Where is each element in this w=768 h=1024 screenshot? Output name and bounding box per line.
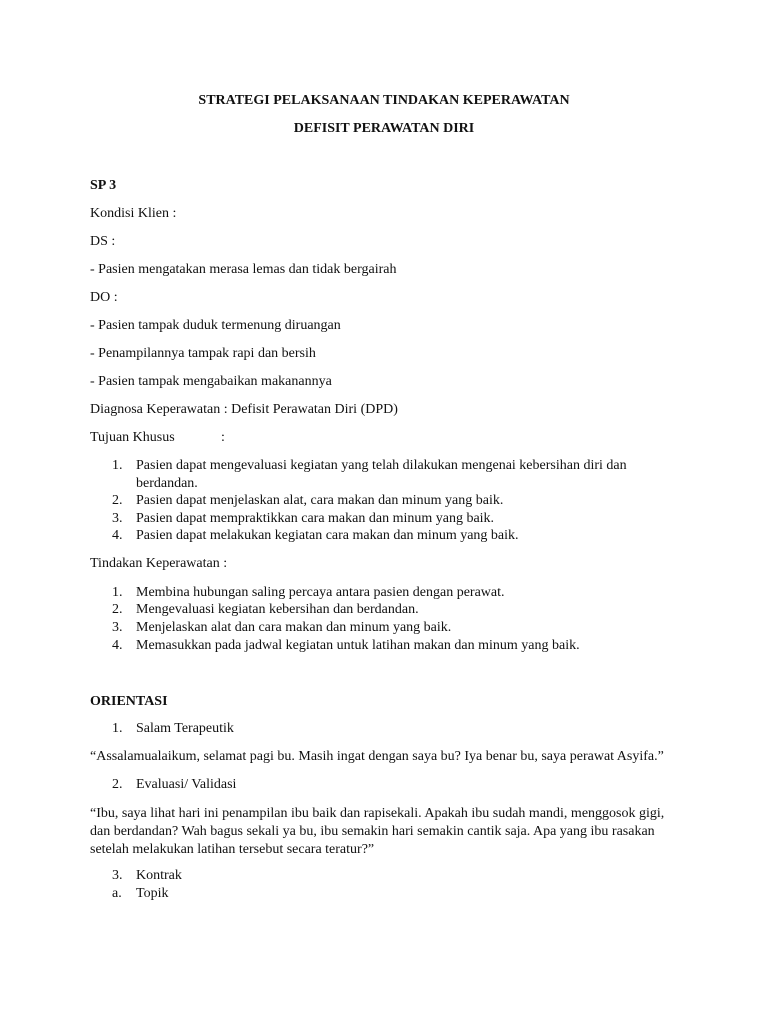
tindakan-item: Menjelaskan alat dan cara makan dan minum yang baik. <box>136 620 452 635</box>
sp-heading: SP 3 <box>90 178 117 193</box>
kondisi-label: Kondisi Klien : <box>90 206 177 221</box>
list-number: 3. <box>112 868 123 883</box>
tindakan-label: Tindakan Keperawatan : <box>90 556 228 571</box>
tindakan-item: Memasukkan pada jadwal kegiatan untuk latihan makan dan minum yang baik. <box>136 638 580 653</box>
orientasi-item: Topik <box>136 886 169 901</box>
list-number: 1. <box>112 458 123 473</box>
document-subtitle: DEFISIT PERAWATAN DIRI <box>293 121 475 136</box>
ds-label: DS : <box>90 234 116 249</box>
list-number: 3. <box>112 620 123 635</box>
tujuan-item: Pasien dapat mengevaluasi kegiatan yang telah dilakukan mengenai kebersihan diri dan berdandan. <box>136 458 627 491</box>
list-number: 2. <box>112 493 123 508</box>
tindakan-item: Mengevaluasi kegiatan kebersihan dan berdandan. <box>136 602 419 617</box>
quote-paragraph: “Ibu, saya lihat hari ini penampilan ibu baik dan rapisekali. Apakah ibu sudah mandi, menggosok gigi, dan berdandan? Wah bagus sekali ya bu, ibu semakin hari semakin cantik saja. Apa yang ibu rasakan setelah melakukan latihan tersebut secara teratur?” <box>90 806 665 857</box>
tujuan-item: Pasien dapat melakukan kegiatan cara makan dan minum yang baik. <box>136 528 519 543</box>
orientasi-item: Salam Terapeutik <box>136 721 234 736</box>
list-number: 4. <box>112 528 123 543</box>
list-number: 2. <box>112 602 123 617</box>
do-item: - Pasien tampak mengabaikan makanannya <box>90 374 332 389</box>
list-number: 1. <box>112 721 123 736</box>
orientasi-item: Evaluasi/ Validasi <box>136 777 237 792</box>
ds-item: - Pasien mengatakan merasa lemas dan tidak bergairah <box>90 262 397 277</box>
do-label: DO : <box>90 290 118 305</box>
list-number: 3. <box>112 511 123 526</box>
document-title: STRATEGI PELAKSANAAN TINDAKAN KEPERAWATAN <box>198 93 570 108</box>
list-letter: a. <box>112 886 122 901</box>
do-item: - Penampilannya tampak rapi dan bersih <box>90 346 316 361</box>
orientasi-item: Kontrak <box>136 868 182 883</box>
list-number: 2. <box>112 777 123 792</box>
diagnosa-line: Diagnosa Keperawatan : Defisit Perawatan Diri (DPD) <box>90 402 398 417</box>
tujuan-item: Pasien dapat menjelaskan alat, cara makan dan minum yang baik. <box>136 493 504 508</box>
do-item: - Pasien tampak duduk termenung diruangan <box>90 318 341 333</box>
tujuan-label: Tujuan Khusus <box>90 430 175 445</box>
tindakan-item: Membina hubungan saling percaya antara pasien dengan perawat. <box>136 585 505 600</box>
tujuan-item: Pasien dapat mempraktikkan cara makan dan minum yang baik. <box>136 511 495 526</box>
quote-paragraph: “Assalamualaikum, selamat pagi bu. Masih ingat dengan saya bu? Iya benar bu, saya perawat Asyifa.” <box>90 749 664 764</box>
tujuan-colon: : <box>221 430 225 445</box>
orientasi-heading: ORIENTASI <box>90 694 168 709</box>
list-number: 4. <box>112 638 123 653</box>
list-number: 1. <box>112 585 123 600</box>
